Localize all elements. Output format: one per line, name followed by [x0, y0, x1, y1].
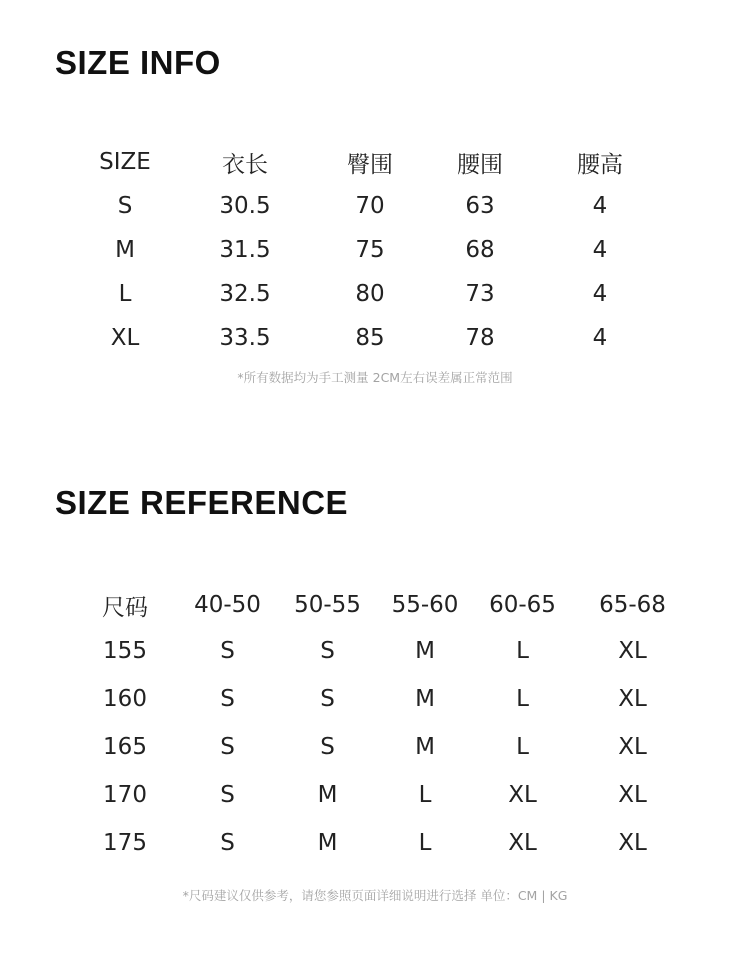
table-cell: XL	[508, 782, 537, 808]
table-cell: 30.5	[219, 193, 271, 219]
table-cell: XL	[618, 782, 647, 808]
size-reference-table	[75, 583, 695, 867]
table-cell: S	[320, 638, 335, 664]
table-cell: 31.5	[219, 237, 271, 263]
table-cell: 160	[103, 686, 147, 712]
table-cell: M	[415, 734, 435, 760]
table-cell: S	[220, 782, 235, 808]
table-cell: XL	[508, 830, 537, 856]
header-cell: 60-65	[489, 592, 556, 618]
table-cell: L	[516, 734, 529, 760]
table-cell: L	[516, 686, 529, 712]
table-cell: 73	[465, 281, 495, 307]
table-row	[75, 228, 665, 272]
header-cell: SIZE	[99, 149, 151, 175]
header-cell: 65-68	[599, 592, 666, 618]
table-row	[75, 675, 695, 723]
table-cell: S	[320, 734, 335, 760]
table-cell: XL	[618, 638, 647, 664]
header-cell: 40-50	[194, 592, 261, 618]
table-cell: 33.5	[219, 325, 271, 351]
table-cell: 80	[355, 281, 385, 307]
table-cell: 170	[103, 782, 147, 808]
table-cell: M	[415, 686, 435, 712]
table-cell: 155	[103, 638, 147, 664]
table-row	[75, 723, 695, 771]
header-cell: 腰围	[457, 151, 503, 178]
table-cell: 4	[592, 237, 608, 263]
table-cell: 4	[592, 325, 608, 351]
table-cell: M	[115, 237, 135, 263]
table-header-row	[75, 140, 665, 184]
size-reference-title: SIZE REFERENCE	[55, 484, 349, 521]
size-info-table	[75, 140, 665, 360]
header-cell: 衣长	[222, 151, 268, 178]
table-cell: M	[317, 782, 338, 808]
table-cell: 165	[103, 734, 147, 760]
table-cell: 78	[465, 325, 495, 351]
table-cell: L	[418, 830, 432, 856]
table-cell: L	[418, 782, 432, 808]
table-row	[75, 771, 695, 819]
table-cell: 32.5	[219, 281, 271, 307]
table-cell: S	[220, 734, 235, 760]
table-cell: 4	[592, 193, 608, 219]
table-cell: 4	[592, 281, 608, 307]
table-cell: 175	[103, 830, 147, 856]
header-cell: 55-60	[391, 592, 459, 618]
table-cell: S	[220, 686, 235, 712]
table-cell: XL	[618, 686, 647, 712]
table-row	[75, 316, 665, 360]
table-cell: XL	[618, 830, 647, 856]
reference-note: *尺码建议仅供参考，请您参照页面详细说明进行选择 单位：CM | KG	[182, 888, 568, 903]
table-cell: 85	[355, 325, 385, 351]
table-cell: L	[118, 281, 132, 307]
table-cell: S	[320, 686, 335, 712]
measurement-note: *所有数据均为手工测量 2CM左右误差属正常范围	[237, 370, 513, 385]
header-cell: 50-55	[294, 592, 361, 618]
table-row	[75, 627, 695, 675]
table-row	[75, 272, 665, 316]
table-cell: S	[220, 638, 235, 664]
header-cell: 尺码	[102, 594, 148, 621]
table-cell: M	[317, 830, 338, 856]
table-cell: 70	[355, 193, 385, 219]
table-cell: S	[117, 193, 133, 219]
table-cell: XL	[618, 734, 647, 760]
table-row	[75, 184, 665, 228]
table-cell: 75	[355, 237, 385, 263]
table-row	[75, 819, 695, 867]
header-cell: 臀围	[347, 151, 393, 178]
table-cell: M	[415, 638, 435, 664]
table-cell: 63	[465, 193, 495, 219]
table-cell: L	[516, 638, 529, 664]
table-cell: XL	[110, 325, 140, 351]
size-info-title: SIZE INFO	[55, 44, 221, 81]
header-cell: 腰高	[577, 151, 623, 178]
table-header-row	[75, 583, 695, 627]
table-cell: 68	[465, 237, 495, 263]
table-cell: S	[220, 830, 235, 856]
